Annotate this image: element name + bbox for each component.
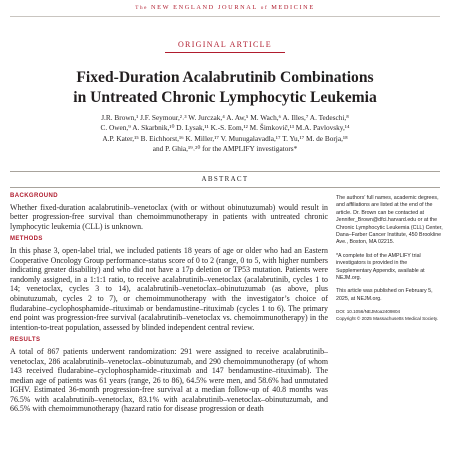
journal-medicine: MEDICINE bbox=[271, 4, 315, 11]
copyright-text: Copyright © 2025 Massachusetts Medical Society. bbox=[336, 315, 439, 321]
investigators-note: *A complete list of the AMPLIFY trial investigators is provided in the Supplementary Appendix, available at NEJM.org. bbox=[336, 252, 425, 282]
article-type-label bbox=[0, 40, 450, 49]
abstract-body bbox=[10, 192, 328, 418]
journal-masthead bbox=[0, 4, 450, 11]
author-line-3: A.P. Kater,¹⁵ B. Eichhorst,¹⁶ K. Miller,¹⁷ V. Munugalavadla,¹⁷ T. Yu,¹⁷ M. de Borja,¹⁸ bbox=[102, 133, 348, 143]
article-type-underline bbox=[165, 52, 285, 53]
journal-of: of bbox=[257, 5, 272, 11]
methods-text: In this phase 3, open-label trial, we included patients 18 years of age or older who had an Eastern Cooperative Oncology Group performance-status score of 0 to 2 (range, 0 to 5, with higher numbers indicating greater disability) and who did not have a 17p deletion or TP53 mutation. Patients were randomly assigned, in a 1:1:1 ratio, to receive acalabrutinib–venetoclax (acalabrutinib, cycles 1 to 14; venetoclax, cycles 3 to 14), acalabrutinib–venetoclax–obinutuzumab (as above, plus obinutuzumab, cycles 2 to 7), or chemoimmunotherapy with the investigator’s choice of fludarabine–cyclophosphamide–rituximab or bendamustine–rituximab (cycles 1 to 6). The primary end point was progression-free survival (acalabrutinib–venetoclax vs. chemoimmunotherapy) in the intention-to-treat population, assessed by blinded independent central review. bbox=[10, 245, 328, 332]
published-note: This article was published on February 5, 2025, at NEJM.org. bbox=[336, 288, 433, 302]
affiliations-note: The authors’ full names, academic degrees, and affiliations are listed at the end of the article. Dr. Brown can be contacted at Jennifer_Brown@dfci.harvard.edu or at the Chronic Lymphocytic Leukemia (CLL) Center, Dana–Farber Cancer Institute, 450 Brookline Ave., Boston, MA 02215. bbox=[336, 195, 443, 246]
journal-name: NEW ENGLAND JOURNAL bbox=[150, 4, 258, 11]
background-text: Whether fixed-duration acalabrutinib–venetoclax (with or without obinutuzumab) would result in better progression-free survival than chemoimmunotherapy in patients with untreated chronic lymphocytic leukemia (CLL) is unknown. bbox=[10, 202, 328, 231]
abstract-label: ABSTRACT bbox=[201, 175, 249, 183]
abstract-heading bbox=[10, 171, 440, 188]
results-text: A total of 867 patients underwent randomization: 291 were assigned to receive acalabrutinib–venetoclax, 286 acalabrutinib–venetoclax–obinutuzumab, and 290 chemoimmunotherapy (of whom 143 received fludarabine–cyclophosphamide–rituximab and 147 bendamustine–rituximab). The median age of patients was 61 years (range, 26 to 86), 64.5% were men, and 58.6% had unmutated IGHV. Estimated 36-month progression-free survival at a median follow-up of 40.8 months was 76.5% with acalabrutinib–venetoclax, 83.1% with acalabrutinib–venetoclax–obinutuzumab, and 66.5% with chemoimmunotherapy (hazard ratio for disease progression or death bbox=[10, 346, 328, 414]
article-title bbox=[20, 68, 430, 108]
author-line-4: and P. Ghia,¹⁹˒²⁰ for the AMPLIFY investigators* bbox=[152, 144, 298, 154]
author-list bbox=[22, 113, 428, 155]
masthead-divider bbox=[10, 16, 440, 17]
title-line-2: in Untreated Chronic Lymphocytic Leukemia bbox=[73, 89, 377, 106]
author-line-1: J.R. Brown,¹ J.F. Seymour,²˒³ W. Jurczak,⁴ A. Aw,⁵ M. Wach,⁶ A. Illes,⁷ A. Tedeschi,⁸ bbox=[101, 113, 349, 122]
author-line-2: C. Owen,⁹ A. Skarbnik,¹⁰ D. Lysak,¹¹ K.-S. Eom,¹² M. Šimkovič,¹³ M.A. Pavlovsky,¹⁴ bbox=[100, 123, 350, 133]
results-heading: RESULTS bbox=[10, 337, 41, 344]
title-line-1: Fixed-Duration Acalabrutinib Combinations bbox=[76, 69, 374, 86]
article-type-text: ORIGINAL ARTICLE bbox=[177, 40, 272, 49]
background-heading: BACKGROUND bbox=[10, 193, 58, 199]
journal-prefix: The bbox=[135, 5, 151, 11]
sidebar-notes bbox=[336, 195, 444, 322]
methods-heading: METHODS bbox=[10, 236, 43, 243]
doi-text: DOI: 10.1056/NEJMoa2409804 bbox=[336, 309, 401, 315]
